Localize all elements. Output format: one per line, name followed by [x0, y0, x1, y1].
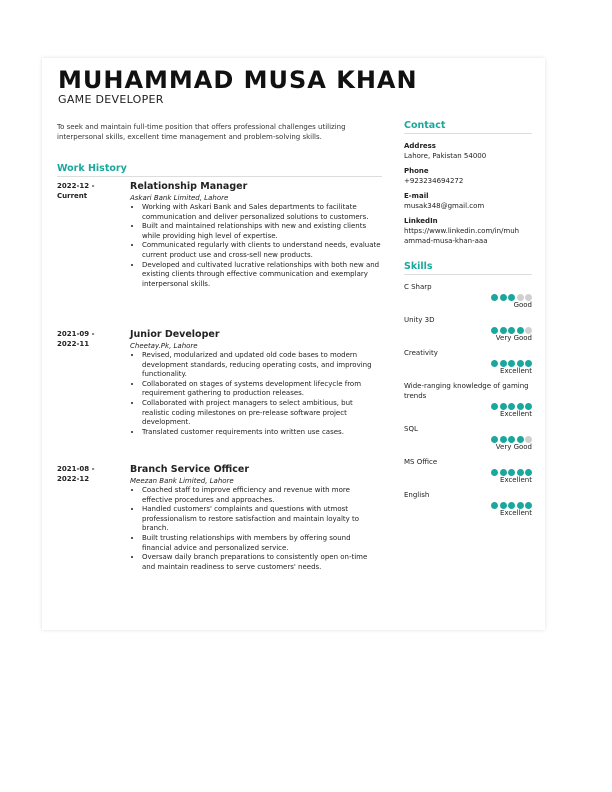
address-label: Address	[404, 142, 436, 150]
skill-name: Wide-ranging knowledge of gaming trends	[404, 382, 529, 400]
job-bullets	[130, 486, 382, 572]
work-history-heading: Work History	[57, 163, 382, 177]
job-body	[130, 181, 382, 289]
job-body	[130, 464, 382, 572]
job-title: Junior Developer	[130, 329, 220, 340]
job-company: Cheetay.Pk, Lahore	[130, 342, 198, 350]
skill-name: SQL	[404, 425, 418, 433]
job-bullet: • Revised, modularized and updated old code bases to modern development standards, reducing operating costs, and improving functionality.	[142, 351, 382, 380]
skill-name: Creativity	[404, 349, 438, 357]
linkedin-label: LinkedIn	[404, 217, 438, 225]
job-bullet: • Oversaw daily branch preparations to consistently open on-time and maintain readiness to serve customers' needs.	[142, 553, 382, 572]
rating-dot-filled	[491, 469, 498, 476]
job-bullets	[130, 203, 382, 289]
job-bullets	[130, 351, 382, 437]
skill-name: MS Office	[404, 458, 438, 466]
skill-level: Good	[513, 301, 532, 309]
skill-item	[404, 457, 532, 485]
job-date	[57, 181, 119, 201]
address-value: Lahore, Pakistan 54000	[404, 152, 487, 160]
skill-rating	[404, 292, 532, 300]
skill-rating	[404, 467, 532, 475]
job-bullet: • Developed and cultivated lucrative relationships with both new and existing clients through effective communication and exemplary interpersonal skills.	[142, 261, 382, 290]
job-bullet: • Built and maintained relationships with new and existing clients while providing high level of expertise.	[142, 222, 382, 241]
rating-dot-filled	[491, 294, 498, 301]
skill-name: Unity 3D	[404, 316, 435, 324]
job-date-end: 2022-11	[57, 340, 90, 348]
rating-dot-filled	[491, 502, 498, 509]
skill-rating	[404, 358, 532, 366]
job-date	[57, 329, 119, 349]
skill-level: Very Good	[495, 334, 532, 342]
skill-level: Excellent	[500, 367, 532, 375]
skill-level: Excellent	[500, 476, 532, 484]
skill-item	[404, 348, 532, 376]
job-bullet: • Built trusting relationships with members by offering sound financial advice and personalized service.	[142, 534, 382, 553]
job-body	[130, 329, 382, 437]
skill-rating	[404, 401, 532, 409]
job-bullet: • Translated customer requirements into written use cases.	[142, 428, 382, 438]
job-date-start: 2022-12 -	[57, 182, 95, 190]
skill-item	[404, 424, 532, 452]
skill-level: Very Good	[495, 443, 532, 451]
linkedin-value[interactable]: https://www.linkedin.com/in/muhammad-musa-khan-aaa	[404, 227, 520, 245]
email-value[interactable]: musak348@gmail.com	[404, 202, 485, 210]
skill-name: English	[404, 491, 430, 499]
summary-text: To seek and maintain full-time position that offers professional challenges utilizing interpersonal skills, excellent time management and problem-solving skills.	[57, 123, 346, 141]
job-bullet: • Collaborated on stages of systems development lifecycle from requirement gathering to production releases.	[142, 380, 382, 399]
skill-name: C Sharp	[404, 283, 432, 291]
rating-dot-filled	[500, 294, 507, 301]
skill-item	[404, 282, 532, 310]
job-date-end: 2022-12	[57, 475, 90, 483]
candidate-role: GAME DEVELOPER	[58, 93, 164, 106]
skill-item	[404, 490, 532, 518]
skill-item	[404, 315, 532, 343]
rating-dot-filled	[491, 403, 498, 410]
resume-page	[42, 58, 545, 630]
skill-rating	[404, 500, 532, 508]
job-title: Relationship Manager	[130, 181, 248, 192]
job-date-start: 2021-09 -	[57, 330, 95, 338]
job-company: Askari Bank Limited, Lahore	[130, 194, 229, 202]
skill-level: Excellent	[500, 509, 532, 517]
job-date-start: 2021-08 -	[57, 465, 95, 473]
contact-block	[404, 141, 532, 251]
contact-heading: Contact	[404, 120, 532, 134]
job-bullet: • Handled customers' complaints and questions with utmost professionalism to restore satisfaction and maintain loyalty to branch.	[142, 505, 382, 534]
job-date	[57, 464, 119, 484]
candidate-name: MUHAMMAD MUSA KHAN	[58, 66, 418, 94]
job-bullet: • Working with Askari Bank and Sales departments to facilitate communication and deliver personalized solutions to customers.	[142, 203, 382, 222]
job-date-end: Current	[57, 192, 88, 200]
phone-value: +923234694272	[404, 177, 464, 185]
skill-level: Excellent	[500, 410, 532, 418]
job-title: Branch Service Officer	[130, 464, 250, 475]
skill-item	[404, 381, 532, 419]
job-bullet: • Coached staff to improve efficiency and revenue with more effective procedures and approaches.	[142, 486, 382, 505]
job-company: Meezan Bank Limited, Lahore	[130, 477, 234, 485]
job-bullet: • Communicated regularly with clients to understand needs, evaluate current product use and cross-sell new products.	[142, 241, 382, 260]
skill-rating	[404, 434, 532, 442]
email-label: E-mail	[404, 192, 429, 200]
skills-heading: Skills	[404, 261, 532, 275]
phone-label: Phone	[404, 167, 429, 175]
rating-dot-filled	[491, 360, 498, 367]
skill-rating	[404, 325, 532, 333]
job-bullet: • Collaborated with project managers to select ambitious, but realistic coding milestones on pre-release software project development.	[142, 399, 382, 428]
